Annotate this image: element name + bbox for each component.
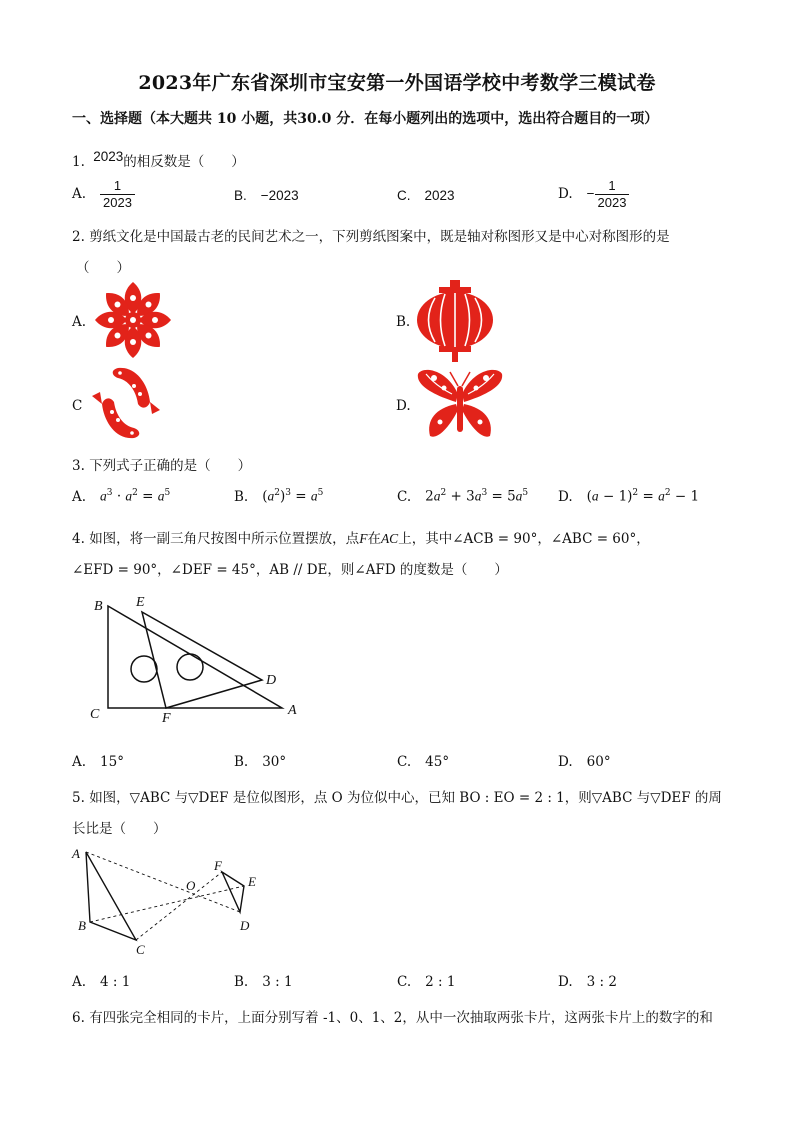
q2-option-d[interactable]: D.: [396, 398, 411, 414]
label-C: C: [136, 942, 145, 957]
q4-option-c[interactable]: C. 45°: [397, 754, 450, 770]
label-D: D: [266, 673, 277, 688]
q2-option-b[interactable]: B.: [396, 314, 411, 330]
q1-option-b[interactable]: B. −2023: [234, 188, 299, 203]
q2-option-a[interactable]: A.: [72, 314, 87, 330]
q4-option-d[interactable]: D. 60°: [558, 754, 611, 770]
label-B: B: [94, 599, 103, 614]
q5-option-d[interactable]: D. 3 : 2: [558, 974, 617, 990]
label-E: E: [248, 874, 256, 889]
q2-paren: （ ）: [76, 260, 130, 276]
q1-option-a[interactable]: A. $\frac{1}{2023}$: [72, 178, 135, 211]
fraction: $\frac{1}{2023}$: [595, 178, 630, 211]
papercut-koi-fish-icon: [90, 364, 164, 442]
fraction: $\frac{1}{2023}$: [100, 178, 135, 211]
label-O: O: [186, 878, 196, 893]
label-E: E: [136, 595, 145, 610]
label-F: F: [214, 858, 222, 873]
label-C: C: [90, 707, 100, 722]
question-3: 3. 下列式子正确的是（ ）: [72, 458, 252, 474]
q5-option-b[interactable]: B. 3 : 1: [234, 974, 293, 990]
q3-option-d[interactable]: D. $(a - 1)^2 = a^2 - 1$: [558, 488, 700, 505]
papercut-butterfly-icon: [416, 364, 504, 444]
label-A: A: [288, 703, 297, 718]
q4-triangle-figure: [86, 592, 316, 728]
question-2: 2. 剪纸文化是中国最古老的民间艺术之一，下列剪纸图案中，既是轴对称图形又是中心对称图形的是: [72, 229, 670, 245]
page-title: 2023年广东省深圳市宝安第一外国语学校中考数学三模试卷: [138, 72, 656, 94]
q5-option-a[interactable]: A. 4 : 1: [72, 974, 131, 990]
question-4-line-1: 4. 如图，将一副三角尺按图中所示位置摆放，点F在AC上，其中∠ACB = 90°，∠ABC = 60°，: [72, 531, 650, 547]
q2-option-c[interactable]: C: [72, 398, 83, 414]
q5-homothety-figure: [70, 842, 270, 960]
q4-option-b[interactable]: B. 30°: [234, 754, 287, 770]
q1-option-c[interactable]: C. 2023: [397, 188, 455, 203]
label-A: A: [72, 846, 80, 861]
label-B: B: [78, 918, 86, 933]
section-heading: 一、选择题（本大题共 10 小题，共30.0 分．在每小题列出的选项中，选出符合题目的一项）: [72, 111, 659, 127]
label-D: D: [240, 918, 250, 933]
q3-option-a[interactable]: A. $a^3 \cdot a^2 = a^5$: [72, 488, 171, 505]
question-1: [72, 150, 245, 170]
q3-option-b[interactable]: B. $(a^2)^3 = a^5$: [234, 488, 324, 505]
papercut-flower-icon: [92, 280, 174, 360]
q5-option-c[interactable]: C. 2 : 1: [397, 974, 456, 990]
question-5-line-2: 长比是（ ）: [72, 821, 167, 837]
papercut-lantern-icon: [414, 280, 496, 362]
question-6: 6. 有四张完全相同的卡片，上面分别写着 -1、0、1、2，从中一次抽取两张卡片，这两张卡片上的数字的和: [72, 1010, 713, 1026]
q3-option-c[interactable]: C. $2a^2 + 3a^3 = 5a^5$: [397, 488, 529, 505]
q4-option-a[interactable]: A. 15°: [72, 754, 124, 770]
label-F: F: [162, 711, 171, 726]
q1-text: 的相反数是（ ）: [123, 154, 245, 170]
q1-option-d[interactable]: D. − $\frac{1}{2023}$: [558, 178, 629, 211]
question-5-line-1: 5. 如图，▽ABC 与▽DEF 是位似图形，点 O 为位似中心，已知 BO : EO = 2 : 1，则▽ABC 与▽DEF 的周: [72, 790, 722, 806]
q1-year: 2023: [93, 149, 124, 164]
question-4-line-2: ∠EFD = 90°，∠DEF = 45°，AB // DE，则∠AFD 的度数是（ ）: [72, 562, 508, 578]
q1-number: 1.: [72, 154, 85, 170]
